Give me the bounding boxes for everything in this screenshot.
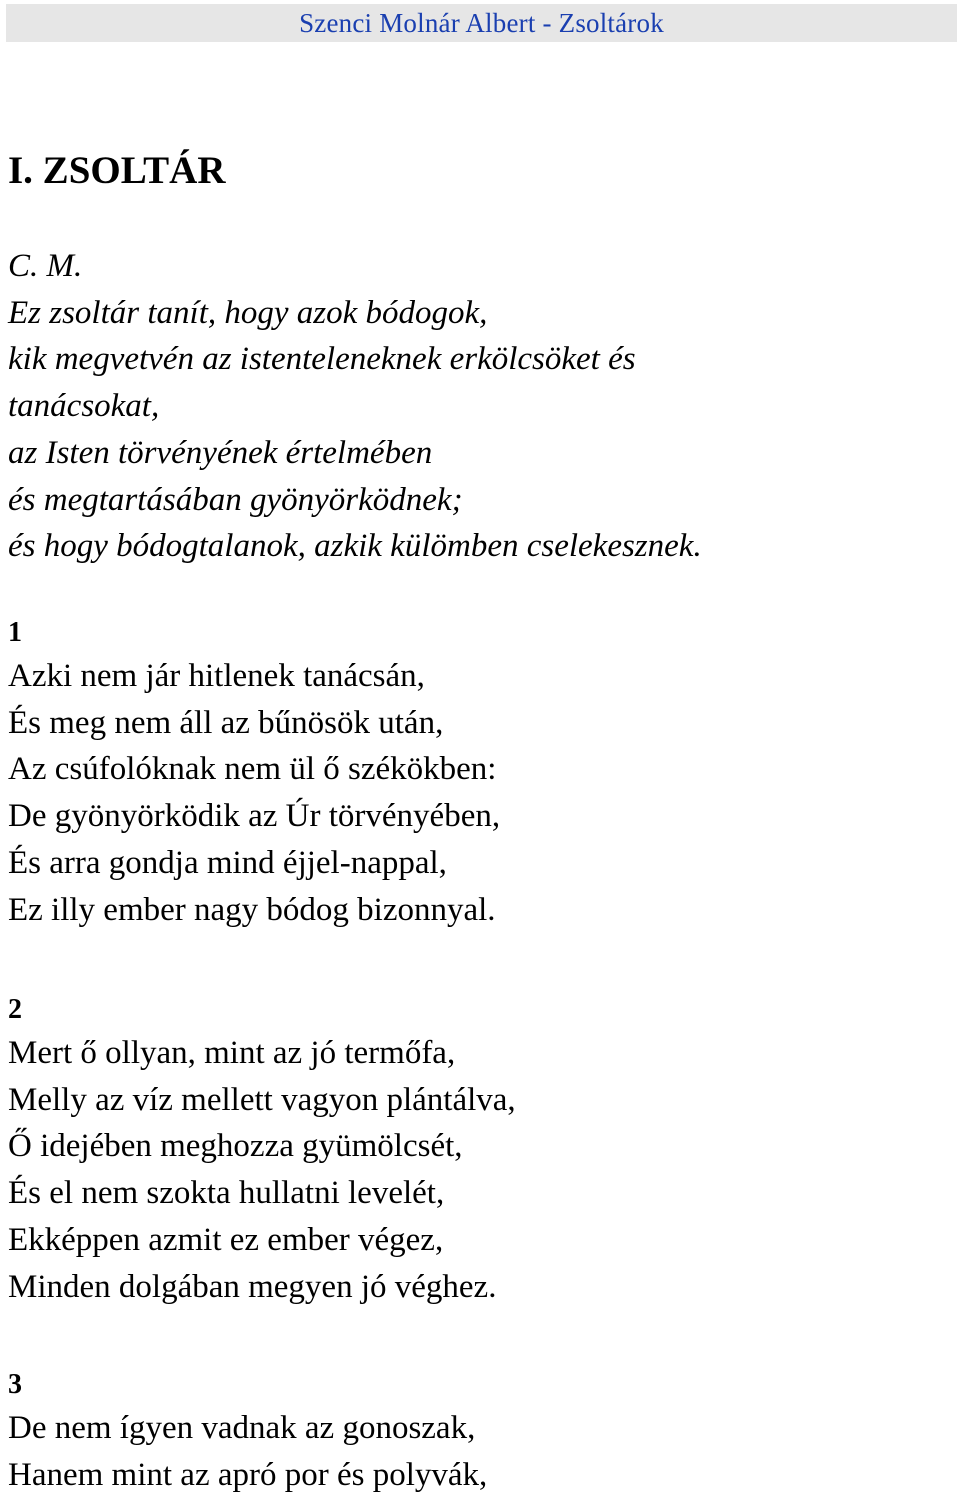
psalm-title: I. ZSOLTÁR (8, 149, 226, 192)
intro-line: és hogy bódogtalanok, azkik külömben cselekesznek. (8, 528, 702, 565)
verse-line: Azki nem jár hitlenek tanácsán, (8, 658, 425, 694)
verse-line: Ő idejében meghozza gyümölcsét, (8, 1128, 463, 1165)
stanza-3 (8, 1365, 487, 1498)
intro-line: és megtartásában gyönyörködnek; (8, 481, 463, 518)
intro-line: kik megvetvén az istenteleneknek erkölcsöket és (8, 341, 636, 378)
header-title: Szenci Molnár Albert - Zsoltárok (299, 7, 664, 38)
intro-line: tanácsokat, (8, 388, 160, 425)
stanza-number: 2 (8, 994, 22, 1025)
verse-line: Melly az víz mellett vagyon plántálva, (8, 1081, 516, 1118)
stanza-number: 3 (8, 1369, 22, 1400)
verse-line: És arra gondja mind éjjel-nappal, (8, 844, 447, 881)
verse-line: De gyönyörködik az Úr törvényében, (8, 798, 501, 835)
intro-line: az Isten törvényének értelmében (8, 434, 433, 471)
verse-line: De nem ígyen vadnak az gonoszak, (8, 1410, 476, 1446)
verse-line: Ekképpen azmit ez ember végez, (8, 1221, 444, 1258)
stanza-2 (8, 990, 516, 1310)
page-header (6, 4, 957, 42)
psalm-intro (8, 243, 702, 570)
verse-line: És meg nem áll az bűnösök után, (8, 704, 444, 741)
intro-line: C. M. (8, 248, 83, 284)
verse-line: Az csúfolóknak nem ül ő székökben: (8, 751, 497, 788)
verse-line: Ez illy ember nagy bódog bizonnyal. (8, 891, 496, 928)
verse-line: Hanem mint az apró por és polyvák, (8, 1456, 488, 1493)
verse-line: Minden dolgában megyen jó véghez. (8, 1268, 497, 1305)
intro-line: Ez zsoltár tanít, hogy azok bódogok, (8, 294, 488, 331)
stanza-number: 1 (8, 617, 22, 648)
verse-line: Mert ő ollyan, mint az jó termőfa, (8, 1035, 456, 1071)
stanza-1 (8, 613, 500, 933)
verse-line: És el nem szokta hullatni levelét, (8, 1175, 445, 1212)
